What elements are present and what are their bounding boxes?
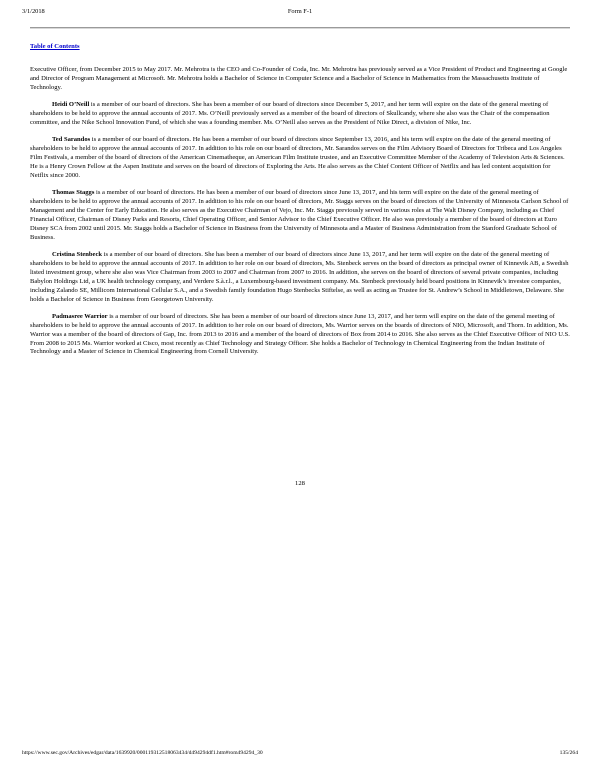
document-body bbox=[30, 66, 570, 366]
print-date: 3/1/2018 bbox=[22, 8, 45, 15]
paragraph-text: is a member of our board of directors. He has been a member of our board of directors since September 13, 2016, and his term will expire on the date of the general meeting of shareholders to be held to approve the annual accounts of 2017. In addition to his role on our board of directors, Mr. Sarandos serves on the Film Advisory Board of Directors for Tribeca and Los Angeles Film Festivals, a member of the board of directors of the American Cinematheque, an American Film Institute trustee, and an Executive Committee Member of the Academy of Television Arts & Sciences. He is a Henry Crown Fellow at the Aspen Institute and serves on the board of directors of Exploring the Arts. He also serves as the Chief Content Officer of Netflix and has led content acquisition for Netflix since 2000. bbox=[30, 136, 565, 179]
table-of-contents-link[interactable]: Table of Contents bbox=[30, 43, 80, 50]
director-name: Ted Sarandos bbox=[52, 136, 91, 144]
paragraph-heidi-oneill bbox=[30, 101, 570, 128]
paragraph-padmasree-warrior bbox=[30, 313, 570, 358]
director-name: Heidi O’Neill bbox=[52, 101, 90, 109]
document-title: Form F-1 bbox=[287, 8, 313, 15]
director-name: Cristina Stenbeck bbox=[52, 250, 103, 258]
paragraph-thomas-staggs bbox=[30, 189, 570, 242]
print-footer bbox=[22, 750, 578, 760]
paragraph-text: is a member of our board of directors. She has been a member of our board of directors since June 13, 2017, and her term will expire on the date of the general meeting of shareholders to be held to approve the annual accounts of 2017. In addition to her role on our board of directors, Ms. Stenbeck serves on the board of directors as principal owner of Kinnevik AB, a Swedish listed investment group, where she also was Vice Chairman from 2003 to 2007 and Chairman from 2007 to 2016. In addition, she serves on the board of directors of several private companies, including Babylon Holdings Ltd, a UK health technology company, and Verdere S.à.r.l., a Luxembourg-based investment company. Ms. Stenbeck previously held board positions in Kinnevik’s investee companies, including Zalando SE, Millicom International Cellular S.A., and a Swedish family foundation Hugo Stenbecks Stiftelse, as well as acting as Trustee for St. Andrew’s School in Middletown, Delaware. She holds a Bachelor of Science in Business from Georgetown University. bbox=[30, 250, 569, 303]
paragraph-text: is a member of our board of directors. He has been a member of our board of directors since June 13, 2017, and his term will expire on the date of the general meeting of shareholders to be held to approve the annual accounts of 2017. In addition to his role on our board of directors, Mr. Staggs serves on the board of directors of the University of Minnesota Carlson School of Management and the Center for Early Education. He also serves as the Executive Chairman of Vejo, Inc. Mr. Staggs previously served in various roles at The Walt Disney Company, including as Chief Financial Officer, Chairman of Disney Parks and Resorts, Chief Operating Officer, and Senior Advisor to the Chief Executive Officer. He also was previously a member of the board of directors at Euro Disney SCA from 2002 until 2015. Mr. Staggs holds a Bachelor of Science in Business from the University of Minnesota and a Master of Business Administration from the Stanford Graduate School of Business. bbox=[30, 189, 569, 241]
print-page-count: 135/264 bbox=[559, 750, 578, 756]
paragraph-ted-sarandos bbox=[30, 136, 570, 181]
source-url: https://www.sec.gov/Archives/edgar/data/1639920/000119312518063434/d494294df1.htm#rom494294_30 bbox=[22, 750, 263, 756]
paragraph-cristina-stenbeck bbox=[30, 251, 570, 304]
paragraph-text: is a member of our board of directors. She has been a member of our board of directors since December 5, 2017, and her term will expire on the date of the general meeting of shareholders to be held to approve the annual accounts of 2017. Ms. O’Neill previously served as a member of the board of directors of Skullcandy, where she also was the Chair of the compensation committee, and the Nike School Innovation Fund, of which she was a founding member. Ms. O’Neill also serves as the President of Nike Direct, a division of Nike, Inc. bbox=[30, 101, 550, 126]
paragraph-mehrotra-continued bbox=[30, 66, 570, 93]
director-name: Padmasree Warrior bbox=[52, 312, 108, 320]
paragraph-text: Executive Officer, from December 2015 to May 2017. Mr. Mehrotra is the CEO and Co-Founder of Coda, Inc. Mr. Mehrotra has previously served as a Vice President of Product and Engineering at Google and Director of Program Management at Microsoft. Mr. Mehrotra holds a Bachelor of Science in Computer Science and a Bachelor of Science in Mathematics from the Massachusetts Institute of Technology. bbox=[30, 66, 568, 91]
page-number: 128 bbox=[295, 480, 305, 487]
print-header bbox=[22, 8, 578, 18]
director-name: Thomas Staggs bbox=[52, 189, 95, 197]
header-divider bbox=[30, 27, 570, 29]
paragraph-text: is a member of our board of directors. She has been a member of our board of directors since June 13, 2017, and her term will expire on the date of the general meeting of shareholders to be held to approve the annual accounts of 2017. In addition to her role on our board of directors, Ms. Warrior serves on the boards of directors of NIO, Microsoft, and Thorn. In addition, Ms. Warrior was a member of the board of directors of Gap, Inc. from 2013 to 2016 and a member of the board of directors of Box from 2014 to 2016. She also serves as the Chief Executive Officer of NIO U.S. From 2008 to 2015 Ms. Warrior worked at Cisco, most recently as Chief Technology and Strategy Officer. She holds a Bachelor of Technology in Chemical Engineering from the Indian Institute of Technology and a Master of Science in Chemical Engineering from Cornell University. bbox=[30, 312, 570, 356]
